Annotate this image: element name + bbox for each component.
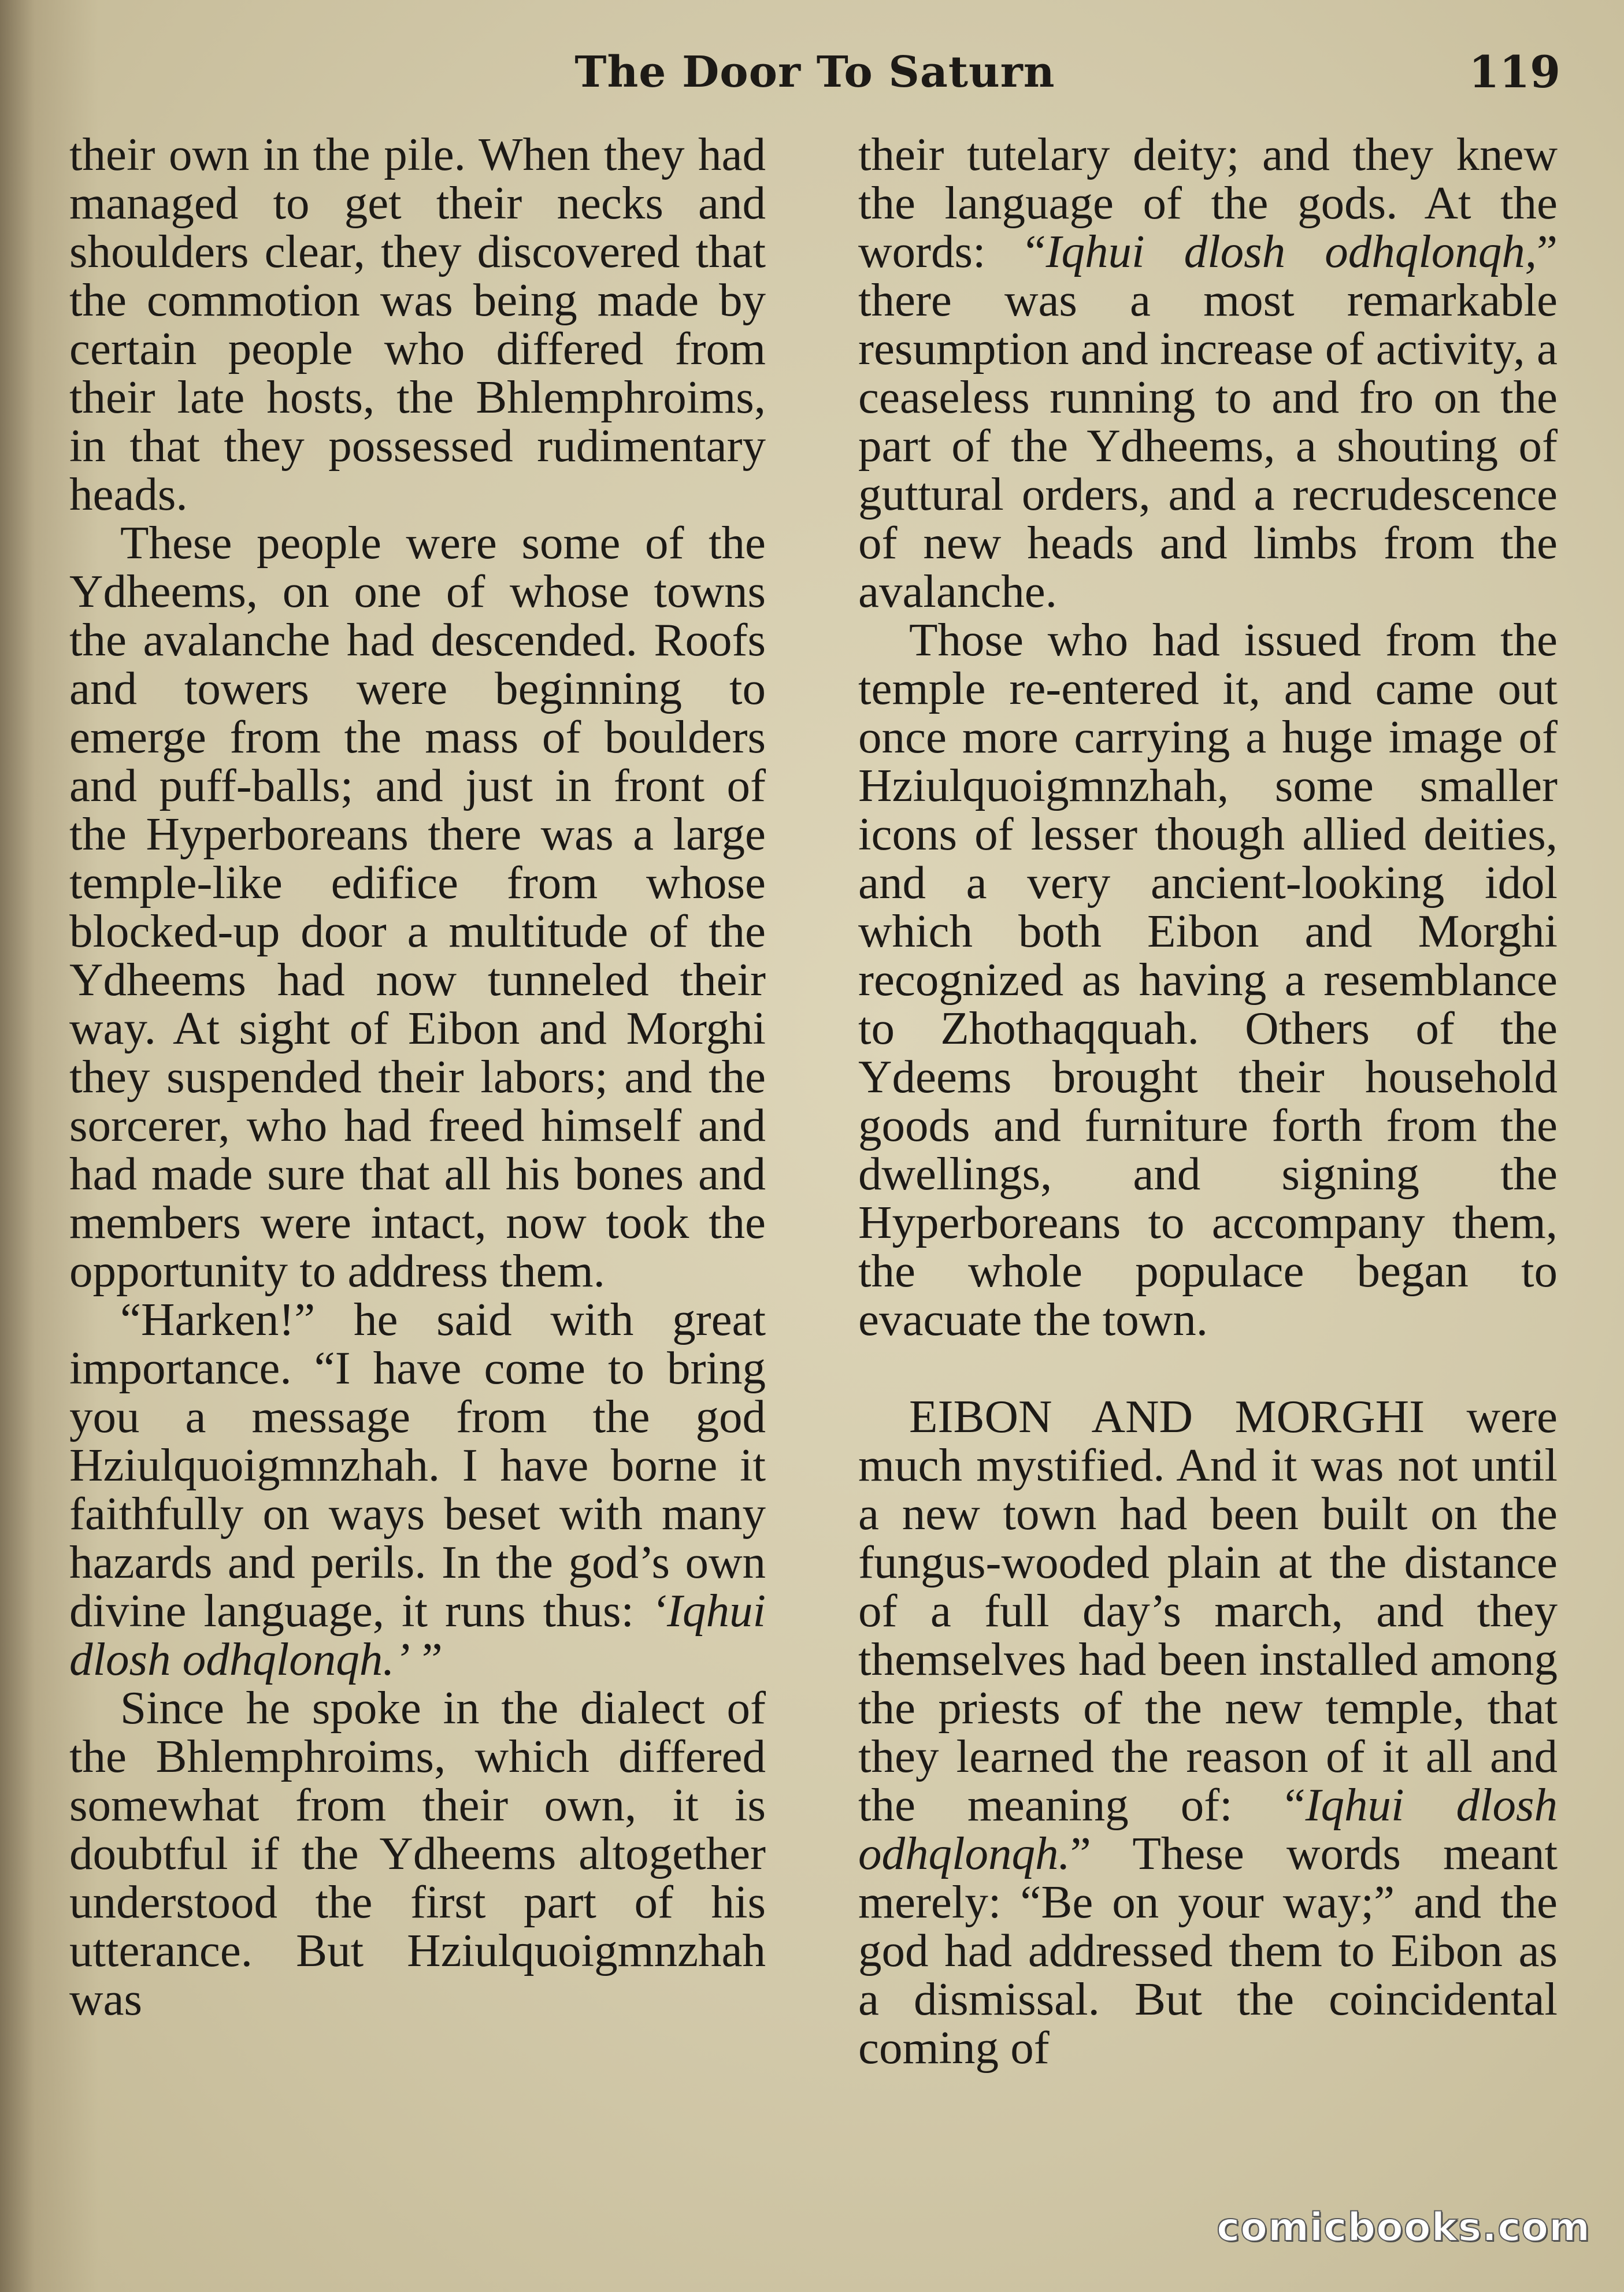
paragraph-text: ” there was a most remarkable resumption and increase of activity, a ceaseless running to and fro on the part of the Ydheems, a shouting of guttural orders, and a recrudescence of new heads and limbs from the avalanche.	[858, 225, 1558, 617]
paragraph-text: “Harken!” he said with great importance. “I have come to bring you a message from the god Hziulquoigmnzhah. I have borne it faithfully on ways beset with many hazards and perils. In the god’s own divine language, it runs thus:	[69, 1293, 766, 1637]
page-number: 119	[1469, 46, 1560, 98]
paragraph: their own in the pile. When they had managed to get their necks and shoulders clear, they discovered that the commotion was being made by certain people who differed from their late hosts, the Bhlemphroims, in that they possessed rudimentary heads.	[69, 128, 766, 520]
section-lead-in: EIBON AND MORGHI	[909, 1390, 1425, 1442]
italic-phrase: Iqhui dlosh odhqlonqh,	[1045, 225, 1537, 277]
paragraph	[69, 1295, 766, 1683]
paragraph-text: were much mystified. And it was not until a new town had been built on the fungus-wooded plain at the distance of a full day’s march, and they themselves had been installed among the priests of the new temple, that they learned the reason of it all and the meaning of: “	[858, 1390, 1558, 1831]
closing-quote: ”	[410, 1633, 443, 1685]
page-title: The Door To Saturn	[574, 47, 1055, 97]
paragraph	[858, 130, 1558, 615]
watermark: comicbooks.com	[1216, 2205, 1590, 2250]
paragraph: These people were some of the Ydheems, on one of whose towns the avalanche had descended. Roofs and towers were beginning to emerge from the mass of boulders and puff-balls; and just in front of the Hyperboreans there was a large temple-like edifice from whose blocked-up door a multitude of the Ydheems had now tunneled their way. At sight of Eibon and Morghi they suspended their labors; and the sorcerer, who had freed himself and had made sure that all his bones and members were intact, now took the opportunity to address them.	[69, 517, 766, 1297]
paragraph: Those who had issued from the temple re-entered it, and came out once more carrying a huge image of Hziulquoigmnzhah, some smaller icons of lesser though allied deities, and a very ancient-looking idol which both Eibon and Morghi recognized as having a resemblance to Zhothaqquah. Others of the Ydeems brought their household goods and furniture forth from the dwellings, and signing the Hyperboreans to accompany them, the whole populace began to evacuate the town.	[858, 614, 1558, 1345]
paragraph-text: their tutelary deity; and they knew the language of the gods. At the words: “	[858, 128, 1558, 277]
italic-phrase: Iqhui dlosh odhqlonqh.	[858, 1779, 1558, 1879]
running-head	[69, 40, 1560, 104]
paragraph-text: ” These words meant merely: “Be on your way;” and the god had addressed them to Eibon as a dismissal. But the coincidental coming of	[858, 1827, 1558, 2074]
right-column	[858, 130, 1558, 2072]
italic-phrase: ‘Iqhui dlosh odhqlonqh.’	[69, 1585, 766, 1685]
left-column	[69, 130, 766, 2023]
paragraph	[858, 1392, 1558, 2072]
paragraph: Since he spoke in the dialect of the Bhlemphroims, which differed somewhat from their own, it is doubtful if the Ydheems altogether understood the first part of his utterance. But Hziulquoigmnzhah was	[69, 1682, 766, 2025]
